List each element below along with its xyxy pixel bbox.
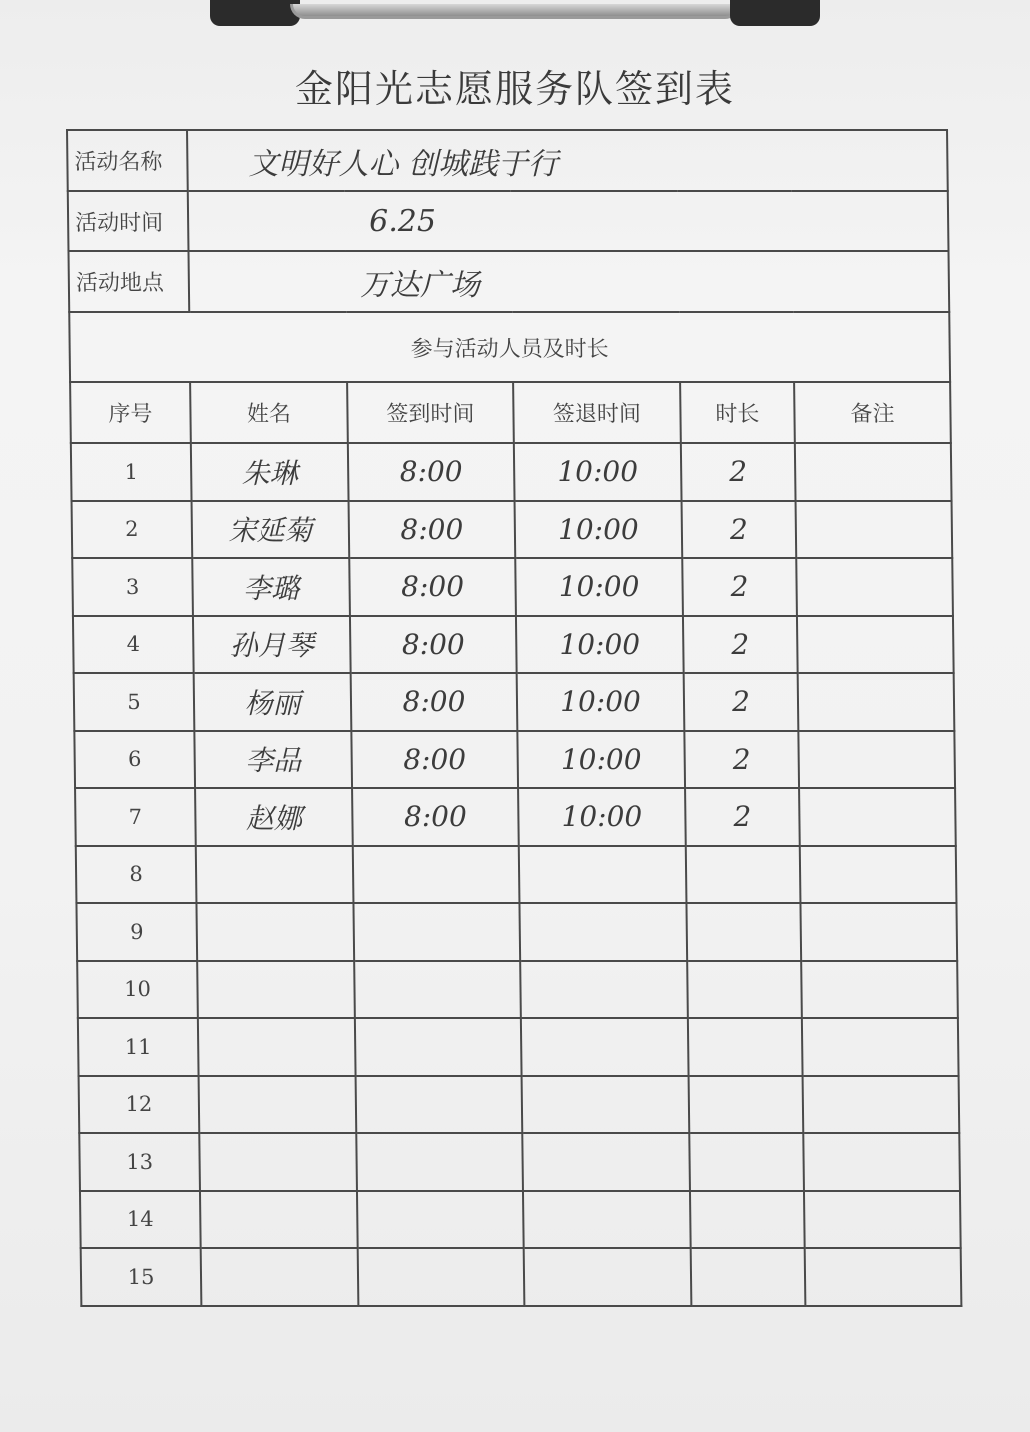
- row-sign-out: 10:00: [517, 731, 685, 789]
- row-seq: 2: [72, 501, 193, 559]
- row-sign-out: 10:00: [514, 443, 682, 501]
- row-remark: [804, 1191, 961, 1249]
- row-duration: [689, 1076, 804, 1134]
- col-header-sign-out: 签退时间: [513, 382, 681, 443]
- row-name: [196, 903, 354, 961]
- row-remark: [796, 501, 953, 559]
- row-remark: [802, 1018, 959, 1076]
- row-seq: 9: [76, 903, 197, 961]
- row-name: 李璐: [192, 558, 350, 616]
- row-name: 杨丽: [194, 673, 352, 731]
- row-duration: 2: [684, 731, 799, 789]
- table-row: [72, 558, 953, 616]
- row-seq: 1: [71, 443, 192, 501]
- clip-left-grip: [210, 0, 300, 26]
- row-name: [196, 846, 354, 904]
- clipboard-clip: [210, 0, 820, 30]
- row-duration: [686, 903, 801, 961]
- row-sign-out: [520, 961, 688, 1019]
- row-remark: [800, 903, 957, 961]
- participants-header-row: [69, 312, 950, 382]
- row-seq: 4: [73, 616, 194, 674]
- row-duration: [689, 1133, 804, 1191]
- row-duration: 2: [682, 558, 797, 616]
- row-name: [200, 1191, 358, 1249]
- row-duration: [691, 1248, 806, 1306]
- activity-time-label: 活动时间: [68, 191, 189, 251]
- table-row: [77, 961, 958, 1019]
- sign-in-sheet: [66, 129, 960, 1307]
- row-sign-in: 8:00: [348, 443, 515, 501]
- row-sign-in: 8:00: [349, 501, 516, 559]
- row-sign-in: [353, 903, 520, 961]
- row-sign-in: [358, 1248, 525, 1306]
- row-sign-out: [523, 1191, 691, 1249]
- row-sign-out: [522, 1133, 690, 1191]
- table-row: [73, 616, 954, 674]
- row-sign-in: 8:00: [349, 558, 516, 616]
- sign-in-table: [66, 129, 962, 1307]
- row-name: [199, 1133, 357, 1191]
- row-seq: 8: [76, 846, 197, 904]
- row-duration: 2: [685, 788, 800, 846]
- row-name: 朱琳: [191, 443, 349, 501]
- table-row: [72, 501, 953, 559]
- table-row: [75, 788, 956, 846]
- row-duration: [686, 846, 801, 904]
- table-row: [80, 1191, 961, 1249]
- table-row: [79, 1076, 960, 1134]
- row-sign-in: [356, 1133, 523, 1191]
- row-seq: 11: [78, 1018, 199, 1076]
- row-remark: [800, 846, 957, 904]
- row-seq: 14: [80, 1191, 201, 1249]
- row-name: 李品: [194, 731, 352, 789]
- table-row: [71, 443, 952, 501]
- row-name: 赵娜: [195, 788, 353, 846]
- table-row: [74, 673, 955, 731]
- row-seq: 15: [81, 1248, 202, 1306]
- row-name: 宋延菊: [192, 501, 350, 559]
- row-sign-in: 8:00: [352, 788, 519, 846]
- row-remark: [803, 1076, 960, 1134]
- table-row: [79, 1133, 960, 1191]
- activity-name-label: 活动名称: [67, 130, 188, 191]
- row-name: [198, 1018, 356, 1076]
- activity-place-value: 万达广场: [188, 251, 949, 312]
- row-seq: 10: [77, 961, 198, 1019]
- row-sign-out: [521, 1018, 689, 1076]
- table-row: [81, 1248, 962, 1306]
- row-sign-out: 10:00: [515, 501, 683, 559]
- row-seq: 6: [74, 731, 195, 789]
- row-seq: 5: [74, 673, 195, 731]
- row-remark: [801, 961, 958, 1019]
- row-seq: 12: [79, 1076, 200, 1134]
- row-remark: [799, 788, 956, 846]
- activity-name-row: [67, 130, 948, 191]
- row-sign-in: 8:00: [351, 731, 518, 789]
- activity-time-row: [68, 191, 949, 251]
- row-duration: [687, 961, 802, 1019]
- row-remark: [797, 616, 954, 674]
- row-sign-in: 8:00: [351, 673, 518, 731]
- row-name: [201, 1248, 359, 1306]
- row-sign-out: 10:00: [515, 558, 683, 616]
- row-duration: 2: [681, 443, 796, 501]
- activity-time-value: 6.25: [188, 191, 949, 251]
- row-sign-out: [519, 846, 687, 904]
- activity-place-label: 活动地点: [68, 251, 189, 312]
- table-row: [76, 846, 957, 904]
- row-seq: 3: [72, 558, 193, 616]
- row-sign-in: [355, 1018, 522, 1076]
- row-seq: 7: [75, 788, 196, 846]
- row-sign-out: 10:00: [516, 616, 684, 674]
- participants-header: 参与活动人员及时长: [69, 312, 950, 382]
- row-sign-out: [524, 1248, 692, 1306]
- row-name: [197, 961, 355, 1019]
- col-header-sign-in: 签到时间: [347, 382, 514, 443]
- table-row: [78, 1018, 959, 1076]
- page-title: 金阳光志愿服务队签到表: [294, 67, 735, 111]
- activity-place-row: [68, 251, 949, 312]
- row-remark: [798, 673, 955, 731]
- activity-name-value: 文明好人心 创城践于行: [187, 130, 948, 191]
- col-header-seq: 序号: [70, 382, 191, 443]
- table-row: [76, 903, 957, 961]
- row-remark: [803, 1133, 960, 1191]
- row-duration: [688, 1018, 803, 1076]
- row-sign-out: 10:00: [518, 788, 686, 846]
- clip-right-grip: [730, 0, 820, 26]
- col-header-duration: 时长: [680, 382, 795, 443]
- row-sign-in: 8:00: [350, 616, 517, 674]
- row-remark: [795, 443, 952, 501]
- clip-wire: [290, 4, 740, 19]
- col-header-remark: 备注: [794, 382, 951, 443]
- row-sign-in: [356, 1076, 523, 1134]
- row-sign-in: [354, 961, 521, 1019]
- table-row: [74, 731, 955, 789]
- row-duration: [690, 1191, 805, 1249]
- row-name: 孙月琴: [193, 616, 351, 674]
- row-sign-out: [519, 903, 687, 961]
- row-duration: 2: [683, 616, 798, 674]
- row-duration: 2: [682, 501, 797, 559]
- row-remark: [798, 731, 955, 789]
- row-sign-in: [353, 846, 520, 904]
- row-sign-out: [522, 1076, 690, 1134]
- row-remark: [805, 1248, 962, 1306]
- col-header-name: 姓名: [190, 382, 348, 443]
- row-remark: [796, 558, 953, 616]
- row-sign-in: [357, 1191, 524, 1249]
- row-name: [199, 1076, 357, 1134]
- row-seq: 13: [79, 1133, 200, 1191]
- row-sign-out: 10:00: [517, 673, 685, 731]
- row-duration: 2: [684, 673, 799, 731]
- column-header-row: [70, 382, 951, 443]
